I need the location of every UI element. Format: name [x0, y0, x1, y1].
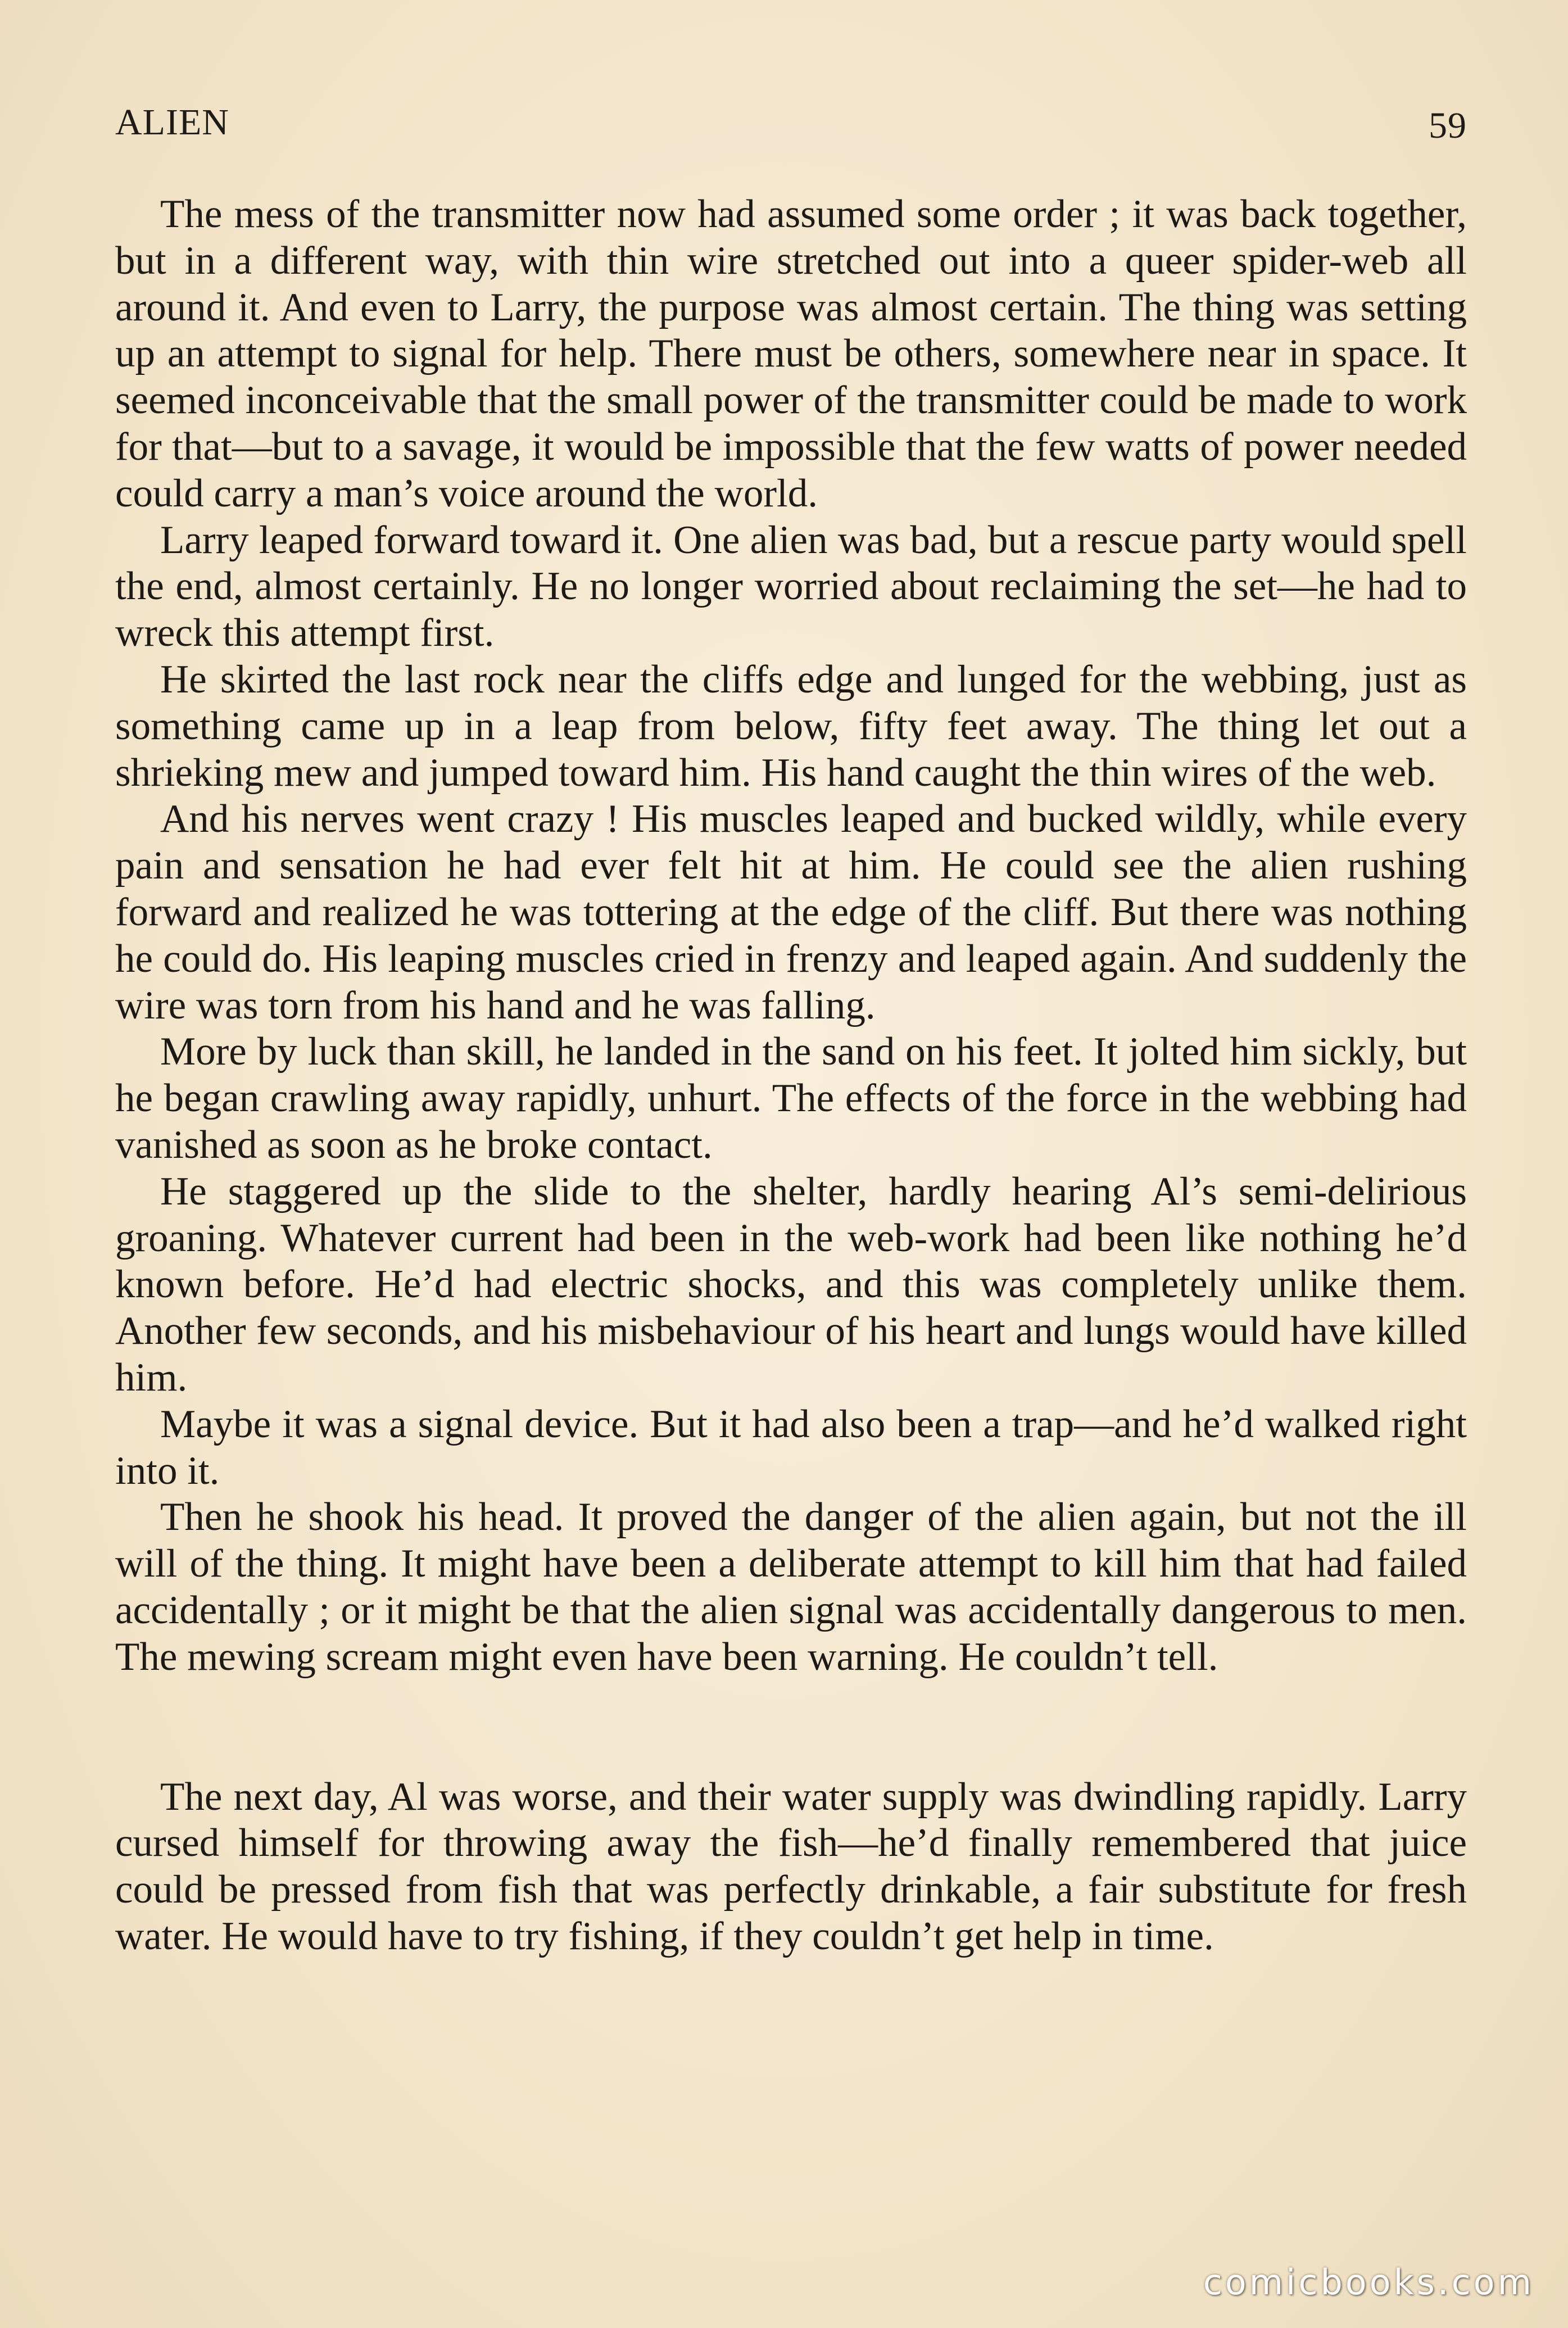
- paragraph: The next day, Al was worse, and their water supply was dwindling rapidly. Larry cursed himself for throwing away the fish—he’d finally remembered that juice could be pressed from fish that was perfectly drinkable, a fair substitute for fresh water. He would have to try fishing, if they couldn’t get help in time.: [115, 1774, 1467, 1958]
- paragraph: He skirted the last rock near the cliffs edge and lunged for the webbing, just as something came up in a leap from below, fifty feet away. The thing let out a shrieking mew and jumped toward him. His hand caught the thin wires of the web.: [115, 657, 1467, 795]
- site-watermark: comicbooks.com: [1203, 2262, 1534, 2303]
- body-text: [115, 191, 1467, 1960]
- running-title: ALIEN: [115, 102, 229, 143]
- section-break: [115, 1681, 1467, 1774]
- paragraph: Then he shook his head. It proved the danger of the alien again, but not the ill will of the thing. It might have been a deliberate attempt to kill him that had failed accidentally ; or it might be that the alien signal was accidentally dangerous to men. The mewing scream might even have been warning. He couldn’t tell.: [115, 1495, 1467, 1679]
- paragraph: The mess of the transmitter now had assumed some order ; it was back together, but in a different way, with thin wire stretched out into a queer spider-web all around it. And even to Larry, the purpose was almost certain. The thing was setting up an attempt to signal for help. There must be others, somewhere near in space. It seemed inconceivable that the small power of the transmitter could be made to work for that—but to a savage, it would be impossible that the few watts of power needed could carry a man’s voice around the world.: [115, 192, 1467, 515]
- paragraph: Larry leaped forward toward it. One alien was bad, but a rescue party would spell the end, almost certainly. He no longer worried about reclaiming the set—he had to wreck this attempt first.: [115, 518, 1467, 655]
- paragraph: He staggered up the slide to the shelter, hardly hearing Al’s semi-delirious groaning. Whatever current had been in the web-work had been like nothing he’d known before. He’d had electric shocks, and this was completely unlike them. Another few seconds, and his misbehaviour of his heart and lungs would have killed him.: [115, 1169, 1467, 1399]
- paragraph: More by luck than skill, he landed in the sand on his feet. It jolted him sickly, but he began crawling away rapidly, unhurt. The effects of the force in the webbing had vanished as soon as he broke contact.: [115, 1030, 1467, 1167]
- paragraph: And his nerves went crazy ! His muscles leaped and bucked wildly, while every pain and sensation he had ever felt hit at him. He could see the alien rushing forward and realized he was tottering at the edge of the cliff. But there was nothing he could do. His leaping muscles cried in frenzy and leaped again. And suddenly the wire was torn from his hand and he was falling.: [115, 797, 1467, 1027]
- paragraph: Maybe it was a signal device. But it had also been a trap—and he’d walked right into it.: [115, 1402, 1467, 1493]
- page-number: 59: [1429, 105, 1467, 146]
- running-head: [115, 101, 1467, 152]
